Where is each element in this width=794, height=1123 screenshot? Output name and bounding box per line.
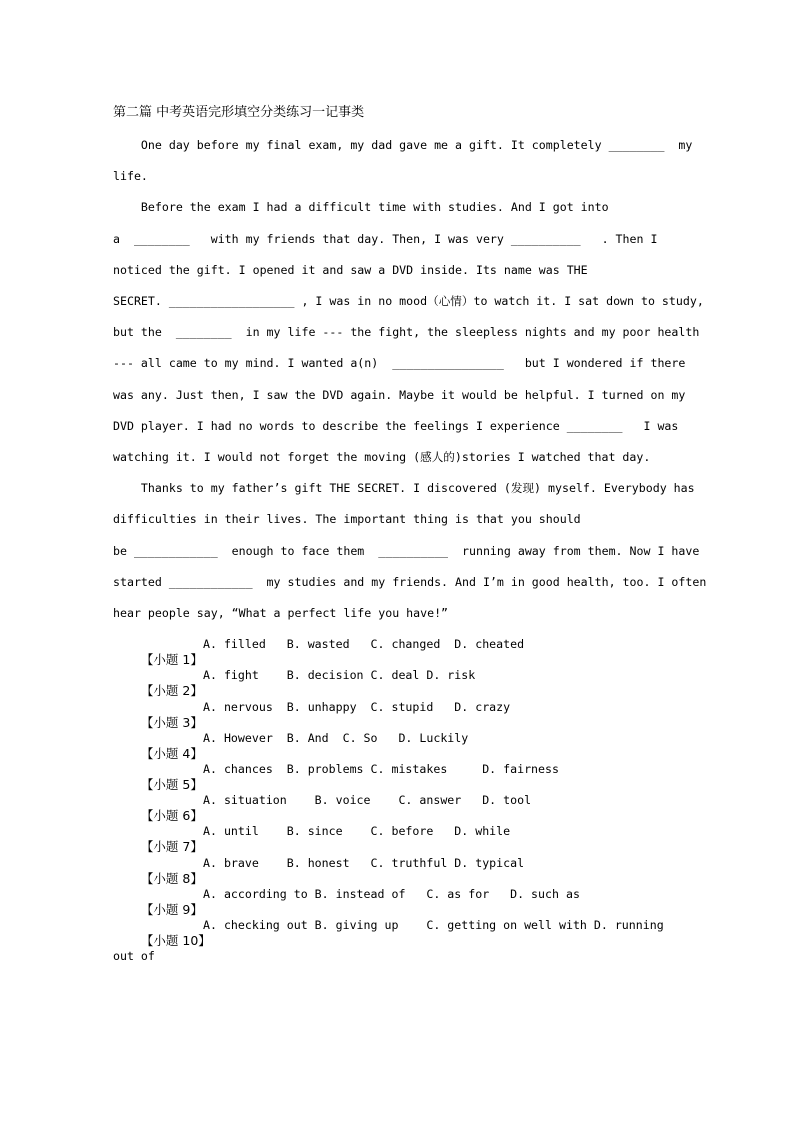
question-options: A. filled B. wasted C. changed D. cheated — [203, 637, 525, 651]
passage-line: be ____________ enough to face them __________ running away from them. Now I have — [113, 544, 700, 558]
passage-line: noticed the gift. I opened it and saw a DVD inside. Its name was THE — [113, 263, 588, 277]
question-label: 【小题 8】 — [140, 871, 203, 886]
question-options: A. nervous B. unhappy C. stupid D. crazy — [203, 700, 511, 714]
passage-line: Thanks to my father’s gift THE SECRET. I discovered (发现) myself. Everybody has — [113, 481, 695, 495]
question-options: A. according to B. instead of C. as for D. such as — [203, 887, 580, 901]
question-tail: out of — [113, 949, 155, 963]
question-options: A. situation B. voice C. answer D. tool — [203, 793, 532, 807]
question-options: A. checking out B. giving up C. getting on well with D. running — [203, 918, 664, 932]
question-options: A. However B. And C. So D. Luckily — [203, 731, 469, 745]
passage-line: but the ________ in my life --- the fight, the sleepless nights and my poor health — [113, 325, 700, 339]
question-label: 【小题 4】 — [140, 746, 203, 761]
question-options: A. fight B. decision C. deal D. risk — [203, 668, 476, 682]
question-options: A. chances B. problems C. mistakes D. fairness — [203, 762, 559, 776]
question-label: 【小题 3】 — [140, 715, 203, 730]
question-options: A. brave B. honest C. truthful D. typical — [203, 856, 525, 870]
document-title: 第二篇 中考英语完形填空分类练习一记事类 — [113, 105, 365, 120]
passage-line: --- all came to my mind. I wanted a(n) ________________ but I wondered if there — [113, 356, 686, 370]
passage-line: SECRET. __________________ , I was in no mood（心情）to watch it. I sat down to study, — [113, 294, 704, 308]
question-label: 【小题 9】 — [140, 902, 203, 917]
question-options: A. until B. since C. before D. while — [203, 824, 511, 838]
question-label: 【小题 6】 — [140, 808, 203, 823]
passage-line: difficulties in their lives. The important thing is that you should — [113, 512, 581, 526]
question-label: 【小题 2】 — [140, 683, 203, 698]
passage-line: hear people say, “What a perfect life you have!” — [113, 606, 449, 620]
question-label: 【小题 1】 — [140, 652, 203, 667]
passage-line: watching it. I would not forget the moving (感人的)stories I watched that day. — [113, 450, 651, 464]
passage-line: Before the exam I had a difficult time with studies. And I got into — [113, 200, 609, 214]
passage-line: started ____________ my studies and my friends. And I’m in good health, too. I often — [113, 575, 707, 589]
passage-line: One day before my final exam, my dad gave me a gift. It completely ________ my — [113, 138, 693, 152]
question-label: 【小题 10】 — [140, 933, 211, 948]
passage-line: DVD player. I had no words to describe the feelings I experience ________ I was — [113, 419, 679, 433]
question-label: 【小题 5】 — [140, 777, 203, 792]
passage-line: was any. Just then, I saw the DVD again. Maybe it would be helpful. I turned on my — [113, 388, 686, 402]
passage-line: a ________ with my friends that day. Then, I was very __________ . Then I — [113, 232, 658, 246]
passage-line: life. — [113, 169, 148, 183]
question-label: 【小题 7】 — [140, 839, 203, 854]
